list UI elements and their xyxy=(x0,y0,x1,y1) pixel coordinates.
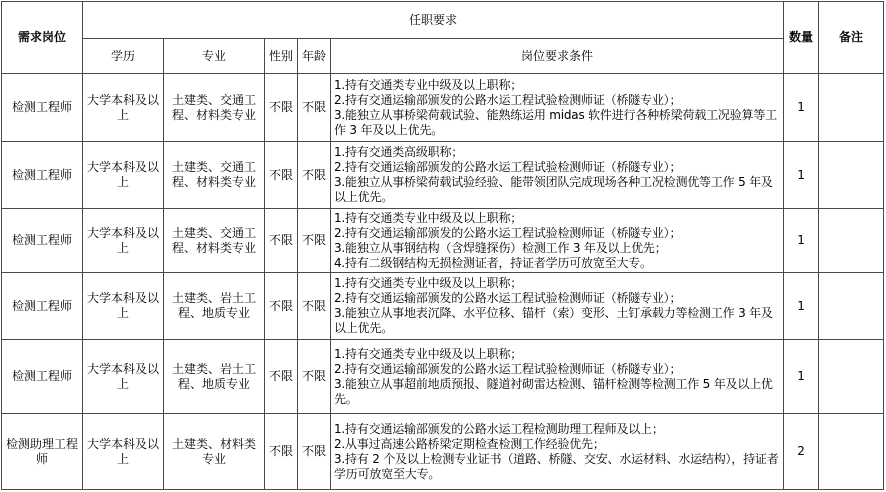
education-cell: 大学本科及以上 xyxy=(83,142,164,209)
education-cell: 大学本科及以上 xyxy=(83,414,164,490)
remarks-cell xyxy=(819,273,884,340)
position-cell: 检测工程师 xyxy=(2,273,83,340)
major-cell: 土建类、交通工程、材料类专业 xyxy=(164,209,265,273)
gender-cell: 不限 xyxy=(265,74,298,142)
condition-line: 2.持有交通运输部颁发的公路水运工程试验检测师证（桥隧专业）； xyxy=(334,92,682,107)
age-cell: 不限 xyxy=(298,74,331,142)
conditions-cell xyxy=(331,273,784,340)
remarks-cell xyxy=(819,74,884,142)
conditions-cell xyxy=(331,74,784,142)
header-remarks: 备注 xyxy=(819,2,884,74)
education-cell: 大学本科及以上 xyxy=(83,273,164,340)
conditions-cell xyxy=(331,209,784,273)
condition-line: 3.持有 2 个及以上检测专业证书（道路、桥隧、交安、水运材料、水运结构），持证者学历可放宽至大专。 xyxy=(334,451,779,481)
header-gender: 性别 xyxy=(265,39,298,74)
quantity-cell: 1 xyxy=(784,340,819,414)
recruitment-table xyxy=(1,1,884,490)
major-cell: 土建类、交通工程、材料类专业 xyxy=(164,74,265,142)
header-job-requirements: 任职要求 xyxy=(83,2,784,39)
condition-line: 1.持有交通类专业中级及以上职称； xyxy=(334,77,523,92)
gender-cell: 不限 xyxy=(265,414,298,490)
age-cell: 不限 xyxy=(298,414,331,490)
remarks-cell xyxy=(819,340,884,414)
condition-line: 3.能独立从事桥梁荷载试验、能熟练运用 midas 软件进行各种桥梁荷载工况验算等工作 3 年及以上优先。 xyxy=(334,107,777,137)
remarks-cell xyxy=(819,414,884,490)
age-cell: 不限 xyxy=(298,340,331,414)
quantity-cell: 2 xyxy=(784,414,819,490)
position-cell: 检测工程师 xyxy=(2,209,83,273)
condition-line: 3.能独立从事地表沉降、水平位移、锚杆（索）变形、土钉承载力等检测工作 3 年及以上优先。 xyxy=(334,306,773,335)
table-row xyxy=(2,273,884,340)
age-cell: 不限 xyxy=(298,142,331,209)
quantity-cell: 1 xyxy=(784,273,819,340)
table-row xyxy=(2,142,884,209)
header-quantity: 数量 xyxy=(784,2,819,74)
major-cell: 土建类、交通工程、材料类专业 xyxy=(164,142,265,209)
condition-line: 1.持有交通类专业中级及以上职称； xyxy=(334,276,523,290)
quantity-cell: 1 xyxy=(784,142,819,209)
major-cell: 土建类、岩土工程、地质专业 xyxy=(164,340,265,414)
table-row xyxy=(2,74,884,142)
gender-cell: 不限 xyxy=(265,273,298,340)
table-row xyxy=(2,209,884,273)
condition-line: 3.能独立从事超前地质预报、隧道衬砌雷达检测、锚杆检测等检测工作 5 年及以上优先。 xyxy=(334,376,773,406)
conditions-cell xyxy=(331,142,784,209)
condition-line: 2.持有交通运输部颁发的公路水运工程试验检测师证（桥隧专业）； xyxy=(334,291,682,305)
age-cell: 不限 xyxy=(298,209,331,273)
condition-line: 1.持有交通类专业中级及以上职称； xyxy=(334,210,523,225)
condition-line: 3.能独立从事桥梁荷载试验经验、能带领团队完成现场各种工况检测优等工作 5 年及以上优先。 xyxy=(334,175,773,204)
gender-cell: 不限 xyxy=(265,340,298,414)
remarks-cell xyxy=(819,209,884,273)
major-cell: 土建类、材料类专业 xyxy=(164,414,265,490)
condition-line: 2.持有交通运输部颁发的公路水运工程试验检测师证（桥隧专业）； xyxy=(334,361,682,376)
condition-line: 2.持有交通运输部颁发的公路水运工程试验检测师证（桥隧专业）； xyxy=(334,160,682,174)
conditions-cell xyxy=(331,340,784,414)
education-cell: 大学本科及以上 xyxy=(83,74,164,142)
table-row xyxy=(2,414,884,490)
header-education: 学历 xyxy=(83,39,164,74)
gender-cell: 不限 xyxy=(265,142,298,209)
remarks-cell xyxy=(819,142,884,209)
position-cell: 检测工程师 xyxy=(2,74,83,142)
condition-line: 2.持有交通运输部颁发的公路水运工程试验检测师证（桥隧专业）； xyxy=(334,225,682,240)
position-cell: 检测工程师 xyxy=(2,142,83,209)
quantity-cell: 1 xyxy=(784,74,819,142)
condition-line: 1.持有交通类专业中级及以上职称； xyxy=(334,346,523,361)
education-cell: 大学本科及以上 xyxy=(83,209,164,273)
condition-line: 3.能独立从事钢结构（含焊缝探伤）检测工作 3 年及以上优先； xyxy=(334,240,667,255)
conditions-cell xyxy=(331,414,784,490)
age-cell: 不限 xyxy=(298,273,331,340)
header-major: 专业 xyxy=(164,39,265,74)
condition-line: 1.持有交通类高级职称； xyxy=(334,145,464,159)
header-conditions: 岗位要求条件 xyxy=(331,39,784,74)
condition-line: 2.从事过高速公路桥梁定期检查检测工作经验优先； xyxy=(334,436,605,451)
position-cell: 检测助理工程师 xyxy=(2,414,83,490)
position-cell: 检测工程师 xyxy=(2,340,83,414)
major-cell: 土建类、岩土工程、地质专业 xyxy=(164,273,265,340)
condition-line: 1.持有交通运输部颁发的公路水运工程检测助理工程师及以上； xyxy=(334,421,664,436)
table-row xyxy=(2,340,884,414)
gender-cell: 不限 xyxy=(265,209,298,273)
header-position: 需求岗位 xyxy=(2,2,83,74)
condition-line: 4.持有二级钢结构无损检测证者，持证者学历可放宽至大专。 xyxy=(334,255,652,270)
quantity-cell: 1 xyxy=(784,209,819,273)
education-cell: 大学本科及以上 xyxy=(83,340,164,414)
header-age: 年龄 xyxy=(298,39,331,74)
